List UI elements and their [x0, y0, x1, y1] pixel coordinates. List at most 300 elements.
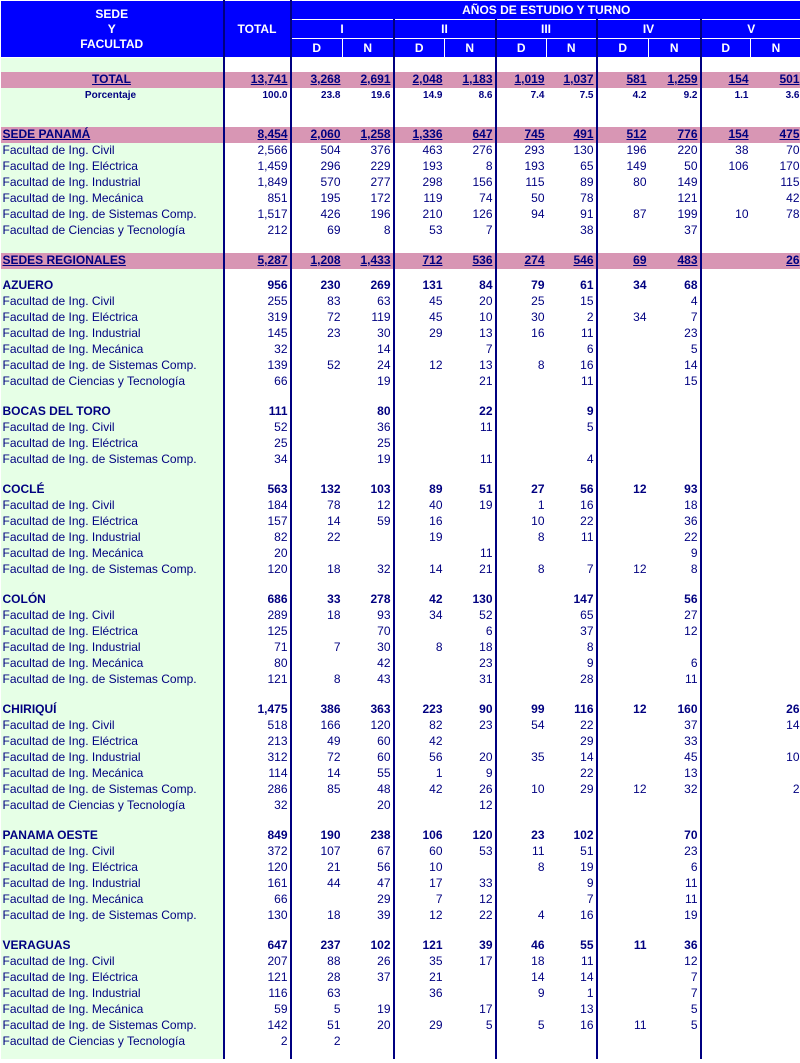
- faculty-row-label: Facultad de Ing. Eléctrica: [1, 624, 224, 640]
- faculty-row-cell: [751, 310, 800, 326]
- spacer-row-cell: [343, 924, 394, 938]
- faculty-row-cell: [751, 420, 800, 436]
- spacer-row-cell: [701, 924, 751, 938]
- sede-panama-row-cell: 1,258: [343, 127, 394, 143]
- total-row-cell: 581: [597, 72, 649, 88]
- region-row-cell: 363: [370, 702, 391, 716]
- faculty-row-cell: 45: [394, 310, 445, 326]
- faculty-row-cell: 78: [291, 498, 343, 514]
- faculty-row-cell: [751, 530, 800, 546]
- faculty-row-cell: 126: [472, 207, 493, 221]
- region-row-cell: [701, 938, 751, 954]
- faculty-row-cell: 4: [496, 908, 547, 924]
- faculty-row: [1, 908, 800, 924]
- faculty-row-cell: [496, 342, 547, 358]
- faculty-row-cell: [649, 436, 701, 452]
- faculty-row-cell: 276: [472, 143, 493, 157]
- faculty-row-label: Facultad de Ing. Mecánica: [1, 656, 224, 672]
- spacer-row-cell: [394, 118, 445, 127]
- region-row-cell: 120: [472, 828, 493, 842]
- sede-panama-row-cell: 2,060: [291, 127, 343, 143]
- spacer-row-cell: [751, 118, 800, 127]
- region-row-cell: 46: [496, 938, 547, 954]
- faculty-row-cell: 22: [580, 718, 594, 732]
- total-row-cell: 2,691: [343, 72, 394, 88]
- sede-panama-row: [1, 127, 800, 143]
- region-row-cell: 278: [370, 592, 391, 606]
- faculty-row-cell: 16: [580, 358, 594, 372]
- region-row-label: AZUERO: [1, 278, 224, 294]
- faculty-row-cell: 19: [479, 498, 493, 512]
- faculty-row-cell: 196: [597, 143, 649, 159]
- faculty-row-label: Facultad de Ing. Civil: [1, 718, 224, 734]
- faculty-row-cell: 32: [377, 562, 391, 576]
- sede-panama-row-label: SEDE PANAMÁ: [1, 127, 224, 143]
- faculty-row-cell: 114: [224, 766, 291, 782]
- faculty-row-cell: 12: [684, 954, 698, 968]
- faculty-row-cell: 120: [224, 562, 291, 578]
- faculty-row-label: Facultad de Ing. de Sistemas Comp.: [1, 562, 224, 578]
- spacer-row: [1, 814, 800, 828]
- faculty-row-cell: 67: [377, 844, 391, 858]
- faculty-row-cell: [597, 1002, 649, 1018]
- faculty-row-cell: 32: [224, 342, 291, 358]
- faculty-row-cell: 1,849: [224, 175, 291, 191]
- faculty-row-cell: 21: [291, 860, 343, 876]
- spacer-row-cell: [291, 924, 343, 938]
- sede-panama-row-cell: 745: [496, 127, 547, 143]
- faculty-row-cell: 94: [496, 207, 547, 223]
- faculty-row-cell: 312: [224, 750, 291, 766]
- faculty-row-cell: 30: [377, 640, 391, 654]
- faculty-row-cell: 10: [496, 514, 547, 530]
- percentage-row-cell: 4.2: [597, 88, 649, 104]
- region-row-cell: 111: [224, 404, 291, 420]
- spacer-row-cell: [649, 468, 701, 482]
- faculty-row-cell: 34: [224, 452, 291, 468]
- faculty-row-cell: [547, 436, 597, 452]
- sedes-regionales-row-cell: 274: [496, 253, 547, 269]
- faculty-row-cell: 8: [383, 223, 391, 237]
- faculty-row-cell: [597, 656, 649, 672]
- faculty-row-cell: 70: [786, 143, 800, 157]
- faculty-row-cell: 24: [377, 358, 391, 372]
- region-row-cell: 61: [580, 278, 594, 292]
- faculty-row-cell: [597, 498, 649, 514]
- faculty-row-cell: 116: [224, 986, 291, 1002]
- region-row-cell: 386: [291, 702, 343, 718]
- faculty-row-cell: [343, 546, 394, 562]
- header-y-label: Y: [107, 21, 116, 36]
- faculty-row-cell: [751, 986, 800, 1002]
- spacer-row-cell: [343, 118, 394, 127]
- faculty-row-cell: 60: [377, 734, 391, 748]
- faculty-row-cell: 220: [677, 143, 698, 157]
- faculty-row-cell: 195: [291, 191, 343, 207]
- faculty-row-cell: [701, 562, 751, 578]
- sede-panama-row-cell: 491: [547, 127, 597, 143]
- faculty-row-cell: 22: [580, 514, 594, 528]
- faculty-row-cell: 35: [394, 954, 445, 970]
- region-row-cell: 238: [370, 828, 391, 842]
- spacer-row-cell: [445, 578, 496, 592]
- faculty-row-cell: [751, 498, 800, 514]
- spacer-row-cell: [701, 269, 751, 278]
- faculty-row-cell: [496, 640, 547, 656]
- spacer-row-cell: [445, 104, 496, 118]
- spacer-row-cell: [394, 269, 445, 278]
- sede-panama-row-cell: 154: [701, 127, 751, 143]
- spacer-row-cell: [751, 688, 800, 702]
- faculty-row-cell: [597, 954, 649, 970]
- region-row-cell: 39: [479, 938, 493, 952]
- faculty-row-cell: 37: [684, 718, 698, 732]
- total-row-cell: 1,183: [445, 72, 496, 88]
- spacer-row-cell: [649, 578, 701, 592]
- sede-panama-row-cell: 776: [649, 127, 701, 143]
- spacer-row-cell: [224, 468, 291, 482]
- region-row-cell: [701, 592, 751, 608]
- faculty-row: [1, 420, 800, 436]
- total-row-cell: 501: [751, 72, 800, 88]
- faculty-row-cell: 172: [370, 191, 391, 205]
- sedes-regionales-row-cell: 5,287: [224, 253, 291, 269]
- region-row-label: VERAGUAS: [1, 938, 224, 954]
- faculty-row-cell: [701, 734, 751, 750]
- faculty-row-cell: 40: [394, 498, 445, 514]
- faculty-row-cell: [597, 892, 649, 908]
- faculty-row-cell: 119: [371, 310, 391, 324]
- faculty-row-cell: 277: [370, 175, 391, 189]
- faculty-row-cell: [394, 436, 445, 452]
- faculty-row-cell: [496, 608, 547, 624]
- faculty-row-cell: [701, 656, 751, 672]
- region-row-cell: [701, 828, 751, 844]
- faculty-row: [1, 342, 800, 358]
- spacer-row-cell: [291, 390, 343, 404]
- faculty-row-cell: [751, 656, 800, 672]
- region-row-cell: 9: [586, 404, 594, 418]
- faculty-row-label: Facultad de Ing. Industrial: [1, 175, 224, 191]
- faculty-row-cell: 36: [394, 986, 445, 1002]
- spacer-row-cell: [701, 239, 751, 253]
- faculty-row-cell: 33: [684, 734, 698, 748]
- percentage-row-cell: 19.6: [371, 90, 391, 101]
- header-turno-d: D: [291, 39, 343, 58]
- region-row-cell: 130: [472, 592, 493, 606]
- faculty-row-cell: 120: [224, 860, 291, 876]
- faculty-row-cell: [701, 954, 751, 970]
- faculty-row-cell: 851: [224, 191, 291, 207]
- spacer-row-cell: [496, 688, 547, 702]
- region-row-cell: [394, 404, 445, 420]
- faculty-row-label: Facultad de Ing. Industrial: [1, 640, 224, 656]
- faculty-row-cell: [597, 750, 649, 766]
- faculty-row-label: Facultad de Ing. Civil: [1, 498, 224, 514]
- spacer-row-cell: [291, 1050, 343, 1059]
- faculty-row-label: Facultad de Ing. Civil: [1, 294, 224, 310]
- spacer-row-cell: [751, 468, 800, 482]
- faculty-row-cell: 2: [224, 1034, 291, 1050]
- spacer-row-cell: [547, 390, 597, 404]
- faculty-row-label: Facultad de Ciencias y Tecnología: [1, 798, 224, 814]
- faculty-row-cell: 130: [224, 908, 291, 924]
- spacer-row-cell: [291, 104, 343, 118]
- sede-panama-row-cell: 647: [445, 127, 496, 143]
- faculty-row-cell: 18: [291, 562, 343, 578]
- faculty-row-cell: [701, 175, 751, 191]
- sede-panama-row-cell: 512: [597, 127, 649, 143]
- spacer-row-cell: [597, 390, 649, 404]
- faculty-row-cell: 18: [479, 640, 493, 654]
- faculty-row-cell: 20: [224, 546, 291, 562]
- faculty-row-cell: 65: [580, 608, 594, 622]
- region-row-cell: 647: [224, 938, 291, 954]
- faculty-row-cell: [701, 358, 751, 374]
- faculty-row: [1, 358, 800, 374]
- region-row-cell: [751, 482, 800, 498]
- faculty-row-cell: 39: [377, 908, 391, 922]
- faculty-row-cell: 69: [291, 223, 343, 239]
- faculty-row-cell: 372: [224, 844, 291, 860]
- spacer-row-cell: [751, 578, 800, 592]
- spacer-row: [1, 118, 800, 127]
- faculty-row-cell: 63: [291, 986, 343, 1002]
- faculty-row-cell: 16: [580, 1018, 594, 1032]
- spacer-row-label: [1, 58, 224, 72]
- faculty-row-cell: 19: [377, 374, 391, 388]
- faculty-row-cell: [597, 358, 649, 374]
- faculty-row-label: Facultad de Ing. de Sistemas Comp.: [1, 782, 224, 798]
- spacer-row-cell: [394, 468, 445, 482]
- region-row-cell: 147: [573, 592, 594, 606]
- faculty-row-cell: 1,517: [224, 207, 291, 223]
- faculty-row-cell: 10: [786, 750, 800, 764]
- spacer-row-cell: [649, 58, 701, 72]
- faculty-row-cell: [649, 640, 701, 656]
- spacer-row-cell: [394, 578, 445, 592]
- faculty-row-cell: 193: [496, 159, 547, 175]
- region-row: [1, 702, 800, 718]
- faculty-row: [1, 546, 800, 562]
- header-year-v: V: [701, 20, 800, 39]
- faculty-row-cell: 70: [377, 624, 391, 638]
- faculty-row-cell: 121: [224, 970, 291, 986]
- faculty-row: [1, 624, 800, 640]
- faculty-row-cell: 5: [586, 420, 594, 434]
- faculty-row-cell: [701, 310, 751, 326]
- faculty-row-cell: [496, 452, 547, 468]
- spacer-row-label: [1, 239, 224, 253]
- faculty-row-cell: 80: [224, 656, 291, 672]
- header-turno-d: D: [394, 39, 445, 58]
- faculty-row-cell: [496, 374, 547, 390]
- faculty-row-cell: [496, 672, 547, 688]
- faculty-row-cell: [291, 374, 343, 390]
- faculty-row-cell: 6: [690, 860, 698, 874]
- spacer-row-cell: [701, 688, 751, 702]
- header-year-ii: II: [394, 20, 496, 39]
- spacer-row-cell: [224, 239, 291, 253]
- faculty-row-cell: 12: [684, 624, 698, 638]
- faculty-row-cell: 32: [684, 782, 698, 796]
- region-row-label: COCLÉ: [1, 482, 224, 498]
- spacer-row-cell: [291, 814, 343, 828]
- region-row-cell: [291, 404, 343, 420]
- spacer-row-cell: [496, 578, 547, 592]
- faculty-row-cell: [701, 452, 751, 468]
- faculty-row-cell: 74: [479, 191, 493, 205]
- faculty-row-cell: 18: [496, 954, 547, 970]
- faculty-row-cell: 142: [224, 1018, 291, 1034]
- faculty-row-cell: [394, 656, 445, 672]
- faculty-row-cell: [597, 191, 649, 207]
- region-row: [1, 938, 800, 954]
- spacer-row-cell: [343, 814, 394, 828]
- faculty-row-cell: [597, 844, 649, 860]
- faculty-row-cell: 34: [597, 310, 649, 326]
- spacer-row-cell: [751, 390, 800, 404]
- faculty-row-cell: 20: [479, 750, 493, 764]
- region-row-cell: [597, 404, 649, 420]
- faculty-row-cell: 72: [291, 750, 343, 766]
- faculty-row: [1, 498, 800, 514]
- faculty-row-cell: 293: [496, 143, 547, 159]
- faculty-row-cell: [701, 530, 751, 546]
- faculty-row: [1, 326, 800, 342]
- faculty-row-cell: 11: [685, 876, 698, 890]
- faculty-row-cell: 8: [690, 562, 698, 576]
- faculty-row-cell: 13: [580, 1002, 594, 1016]
- faculty-row-cell: 15: [580, 294, 594, 308]
- faculty-row-cell: [751, 452, 800, 468]
- spacer-row-cell: [343, 1050, 394, 1059]
- faculty-row-cell: [394, 342, 445, 358]
- faculty-row-cell: 80: [597, 175, 649, 191]
- faculty-row: [1, 734, 800, 750]
- faculty-row-cell: 47: [377, 876, 391, 890]
- region-row-cell: 36: [684, 938, 698, 952]
- spacer-row-cell: [224, 924, 291, 938]
- total-row: [1, 72, 800, 88]
- faculty-row-cell: 7: [485, 223, 493, 237]
- spacer-row-cell: [496, 269, 547, 278]
- faculty-row-cell: 6: [586, 342, 594, 356]
- region-row-cell: 131: [394, 278, 445, 294]
- faculty-row-cell: 44: [291, 876, 343, 892]
- spacer-row-cell: [224, 578, 291, 592]
- spacer-row-cell: [547, 58, 597, 72]
- faculty-row-cell: 82: [394, 718, 445, 734]
- spacer-row-cell: [394, 58, 445, 72]
- percentage-row-cell: 100.0: [224, 88, 291, 104]
- faculty-row-cell: [701, 782, 751, 798]
- faculty-row-label: Facultad de Ciencias y Tecnología: [1, 1034, 224, 1050]
- spacer-row: [1, 239, 800, 253]
- spacer-row-cell: [649, 688, 701, 702]
- spacer-row-cell: [751, 924, 800, 938]
- region-row-cell: 90: [479, 702, 493, 716]
- faculty-row-cell: 5: [485, 1018, 493, 1032]
- faculty-row-cell: 25: [377, 436, 391, 450]
- faculty-row: [1, 782, 800, 798]
- region-row-cell: 160: [677, 702, 698, 716]
- faculty-row-cell: [496, 734, 547, 750]
- spacer-row-cell: [701, 1050, 751, 1059]
- faculty-row-cell: [701, 191, 751, 207]
- faculty-row-cell: [751, 876, 800, 892]
- region-row-cell: 80: [377, 404, 391, 418]
- faculty-row-cell: 56: [394, 750, 445, 766]
- faculty-row-cell: 60: [377, 750, 391, 764]
- faculty-row-cell: 12: [394, 358, 445, 374]
- faculty-row-cell: [701, 986, 751, 1002]
- faculty-row-cell: 88: [291, 954, 343, 970]
- spacer-row-cell: [394, 104, 445, 118]
- faculty-row: [1, 954, 800, 970]
- faculty-row-cell: 14: [291, 766, 343, 782]
- faculty-row-cell: 8: [496, 562, 547, 578]
- faculty-row-label: Facultad de Ing. Mecánica: [1, 766, 224, 782]
- faculty-row-cell: 2: [291, 1034, 343, 1050]
- faculty-row: [1, 143, 800, 159]
- faculty-row-cell: 12: [377, 498, 391, 512]
- faculty-row-cell: 55: [377, 766, 391, 780]
- spacer-row: [1, 104, 800, 118]
- spacer-row-cell: [291, 578, 343, 592]
- faculty-row-cell: 319: [224, 310, 291, 326]
- faculty-row-label: Facultad de Ing. de Sistemas Comp.: [1, 908, 224, 924]
- sedes-regionales-row-cell: 712: [394, 253, 445, 269]
- faculty-row-cell: 29: [377, 892, 391, 906]
- faculty-row-cell: [751, 546, 800, 562]
- spacer-row-cell: [343, 390, 394, 404]
- spacer-row-cell: [496, 58, 547, 72]
- faculty-row-cell: [597, 452, 649, 468]
- faculty-row-cell: 17: [479, 954, 493, 968]
- faculty-row-cell: 5: [690, 1002, 698, 1016]
- faculty-row-cell: 22: [580, 766, 594, 780]
- spacer-row-cell: [597, 468, 649, 482]
- spacer-row-label: [1, 688, 224, 702]
- sedes-regionales-row-cell: 536: [445, 253, 496, 269]
- faculty-row-cell: [496, 892, 547, 908]
- faculty-row-cell: [597, 436, 649, 452]
- faculty-row-cell: 229: [370, 159, 391, 173]
- header-turno-n: N: [547, 39, 597, 58]
- faculty-row: [1, 750, 800, 766]
- spacer-row-cell: [343, 239, 394, 253]
- faculty-row-cell: 119: [394, 191, 445, 207]
- faculty-row-cell: [751, 1002, 800, 1018]
- faculty-row-cell: 35: [496, 750, 547, 766]
- faculty-row-cell: [701, 672, 751, 688]
- faculty-row-cell: 120: [370, 718, 391, 732]
- faculty-row-cell: 56: [377, 860, 391, 874]
- spacer-row-cell: [343, 468, 394, 482]
- faculty-row-cell: 12: [479, 892, 493, 906]
- faculty-row-cell: [496, 436, 547, 452]
- faculty-row-cell: [597, 326, 649, 342]
- faculty-row-cell: 52: [291, 358, 343, 374]
- faculty-row-cell: 19: [394, 530, 445, 546]
- faculty-row-cell: 52: [224, 420, 291, 436]
- faculty-row-cell: [701, 608, 751, 624]
- spacer-row-cell: [394, 1050, 445, 1059]
- faculty-row-cell: [701, 546, 751, 562]
- faculty-row-cell: 8: [586, 640, 594, 654]
- spacer-row-cell: [751, 58, 800, 72]
